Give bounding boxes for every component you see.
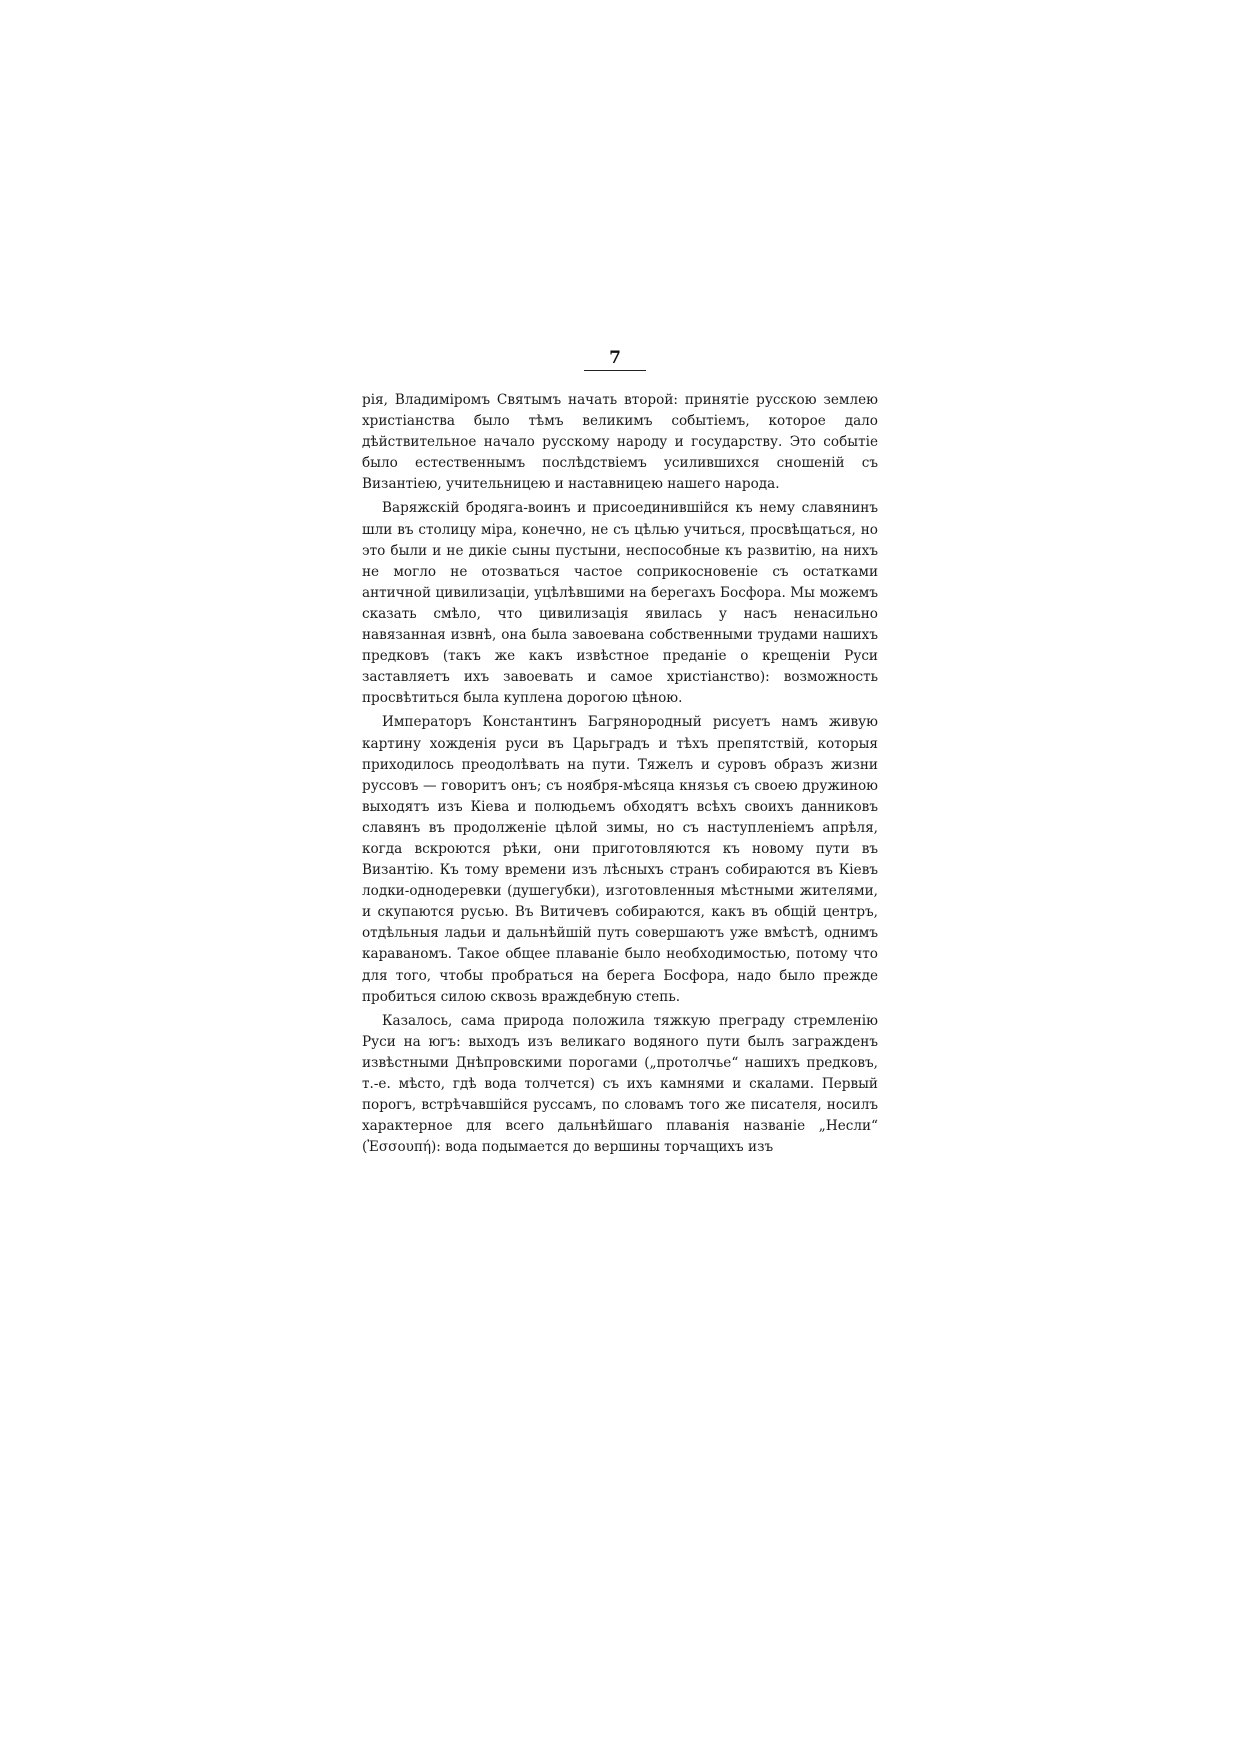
body-text bbox=[362, 390, 878, 1161]
paragraph: Императоръ Константинъ Багрянородный рисуетъ намъ живую картину хожденія руси въ Царьградъ и тѣхъ препятствій, которыя приходилось преодолѣвать на пути. Тяжелъ и суровъ образъ жизни руссовъ — говоритъ онъ; съ ноября-мѣсяца князья съ своею дружиною выходятъ изъ Кіева и полюдьемъ обходятъ всѣхъ своихъ данниковъ славянъ въ продолженіе цѣлой зимы, но съ наступленіемъ апрѣля, когда вскроются рѣки, они приготовляются къ новому пути въ Византію. Къ тому времени изъ лѣсныхъ странъ собираются въ Кіевъ лодки-однодеревки (душегубки), изготовленныя мѣстными жителями, и скупаются русью. Въ Витичевъ собираются, какъ въ общій центръ, отдѣльныя ладьи и дальнѣйшій путь совершаютъ уже вмѣстѣ, однимъ караваномъ. Такое общее плаваніе было необходимостью, потому что для того, чтобы пробраться на берега Босфора, надо было прежде пробиться силою сквозь враждебную степь. bbox=[362, 714, 878, 1005]
page-number: 7 bbox=[609, 348, 621, 368]
page-number-rule bbox=[584, 370, 646, 371]
paragraph: Варяжскій бродяга-воинъ и присоединившійся къ нему славянинъ шли въ столицу міра, конечно, не съ цѣлью учиться, просвѣщаться, но это были и не дикіе сыны пустыни, неспособные къ развитію, на нихъ не могло не отозваться частое соприкосновеніе съ остатками античной цивилизаціи, уцѣлѣвшими на берегахъ Босфора. Мы можемъ сказать смѣло, что цивилизація явилась у насъ ненасильно навязанная извнѣ, она была завоевана собственными трудами нашихъ предковъ (такъ же какъ извѣстное преданіе о крещеніи Руси заставляетъ ихъ завоевать и самое христіанство): возможность просвѣтиться была куплена дорогою цѣною. bbox=[362, 500, 878, 707]
paragraph: рія, Владиміромъ Святымъ начать второй: принятіе русскою землею христіанства было тѣмъ великимъ событіемъ, которое дало дѣйствительное начало русскому народу и государству. Это событіе было естественнымъ послѣдствіемъ усилившихся сношеній съ Византіею, учительницею и наставницею нашего народа. bbox=[362, 392, 878, 493]
paragraph: Казалось, сама природа положила тяжкую преграду стремленію Руси на югъ: выходъ изъ великаго водяного пути былъ загражденъ извѣстными Днѣпровскими порогами („протолчье“ нашихъ предковъ, т.-е. мѣсто, гдѣ вода толчется) съ ихъ камнями и скалами. Первый порогъ, встрѣчавшійся руссамъ, по словамъ того же писателя, носилъ характерное для всего дальнѣйшаго плаванія названіе „Несли“ (Ἐσσουπή): вода подымается до вершины торчащихъ изъ bbox=[362, 1012, 878, 1156]
